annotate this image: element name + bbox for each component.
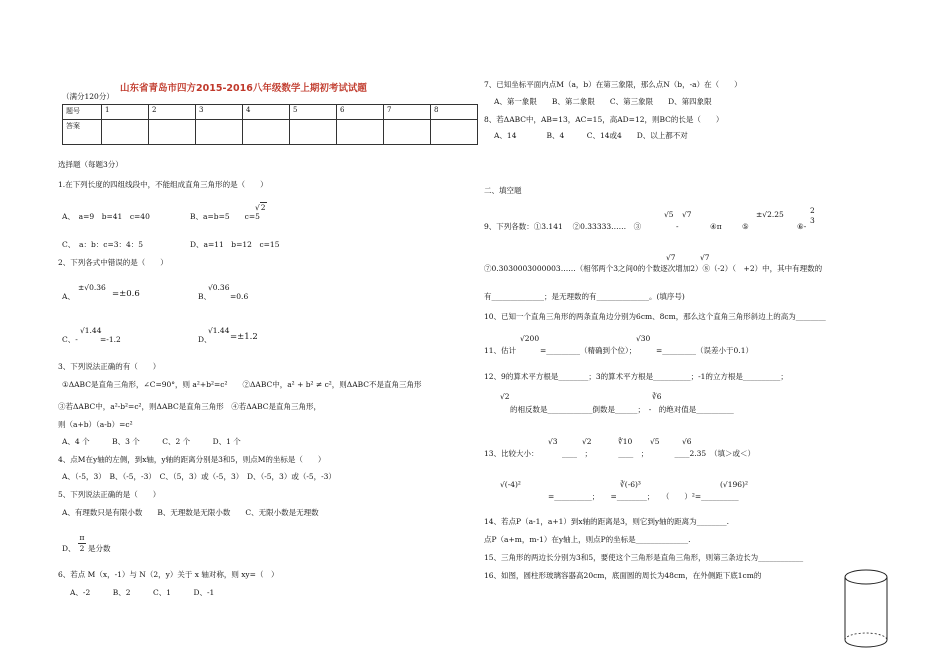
table-cell: 4 (243, 105, 290, 120)
q11-radical-2: √30 (636, 334, 651, 343)
question-11-label: 11、估计 (484, 346, 517, 355)
q9-pi: ④π (710, 222, 722, 231)
q9-radical-3: ±√2.25 (756, 210, 784, 219)
q2-option-b-value: =0.6 (230, 292, 249, 301)
table-cell: 3 (196, 105, 243, 120)
q9-item-6: ⑥- (797, 222, 807, 231)
q5-option-d-text: 是分数 (88, 544, 111, 553)
table-row (63, 120, 478, 145)
answer-cell[interactable] (431, 120, 478, 145)
q13-blanks: ____ ； ____ ； ____2.35 （填＞或＜） (562, 449, 755, 458)
q11-blank-1: =_________（精确到个位）； (540, 346, 637, 355)
q13-expr-1: √(-4)² (500, 480, 521, 489)
score-note: （满分120分） (62, 92, 114, 101)
q13-blanks-2: =__________； =________； （ ）²=__________ (548, 492, 739, 501)
q13-item: ∜10 (618, 437, 633, 446)
answer-cell[interactable] (337, 120, 384, 145)
question-14: 14、若点P（a-1，a+1）到x轴的距离是3，则它到y轴的距离为________. (484, 517, 730, 526)
answer-cell[interactable] (290, 120, 337, 145)
answer-cell[interactable] (243, 120, 290, 145)
q5-fraction-denominator: 2 (79, 544, 85, 553)
table-cell: 1 (102, 105, 149, 120)
table-header-cell: 题号 (63, 105, 102, 120)
table-cell: 7 (384, 105, 431, 120)
q3-statement-2: ③若ΔABC中，a²-b²=c²，则ΔABC是直角三角形 ④若ΔABC是直角三角形， (58, 402, 321, 411)
q5-option-d-label: D、 (62, 544, 76, 553)
q13-item: √2 (582, 437, 592, 446)
table-cell: 6 (337, 105, 384, 120)
q9-radical-4: √7 (666, 253, 676, 262)
q3-statement-3: 则（a+b）（a-b）=c² (58, 420, 133, 429)
q3-options: A、4 个 B、3 个 C、2 个 D、1 个 (62, 437, 241, 446)
table-header-cell: 答案 (63, 120, 102, 145)
q1-option-c: C、 a：b：c=3：4：5 (62, 240, 144, 249)
q13-item: √6 (682, 437, 692, 446)
question-1: 1.在下列长度的四组线段中，不能组成直角三角形的是（ ） (58, 180, 268, 189)
q12-cube-root: ∛6 (652, 392, 662, 401)
answer-cell[interactable] (149, 120, 196, 145)
table-cell: 8 (431, 105, 478, 120)
q9-item-5: ⑤ (742, 222, 749, 231)
q9-radical-5: √7 (700, 253, 710, 262)
q7-options: A、第一象限 B、第二象限 C、第三象限 D、第四象限 (494, 97, 712, 106)
q13-expr-2: ∛(-6)³ (620, 480, 641, 489)
q9-fraction-numerator: 2 (810, 206, 815, 215)
q2-option-d-radical: √1.44 (208, 326, 230, 335)
answer-cell[interactable] (196, 120, 243, 145)
q5-options: A、有理数只是有限小数 B、无理数是无限小数 C、无限小数是无理数 (62, 508, 319, 517)
question-13-label: 13、比较大小： (484, 449, 539, 458)
q1-option-d: D、a=11 b=12 c=15 (190, 240, 280, 249)
question-5: 5、下列说法正确的是（ ） (58, 490, 161, 499)
q2-option-c-radical: √1.44 (80, 326, 102, 335)
q3-statement-1: ①ΔABC是直角三角形，∠C=90°，则 a²+b²=c² ②ΔABC中，a² + b² ≠ c²，则ΔABC不是直角三角形 (62, 380, 422, 389)
page-title: 山东省青岛市四方2015-2016八年级数学上期初考试试题 (120, 83, 367, 94)
q4-options: A、（-5，3） B、（-5，-3） C、（5，3）或（-5，3） D、（-5，3）或（-5，-3） (62, 472, 336, 481)
answer-table (62, 104, 478, 145)
q9-line-2: ⑦0.3030003000003……（相邻两个3之间0的个数逐次增加2）⑧（-2）（ +2）中，其中有理数的 (484, 264, 823, 273)
q13-expr-3: (√196)² (720, 480, 748, 489)
q6-options: A、-2 B、2 C、1 D、-1 (70, 588, 215, 597)
q2-option-a-radical: ±√0.36 (78, 283, 106, 292)
q13-item: √5 (650, 437, 660, 446)
question-9: 9、下列各数：①3.141 ②0.33333…… ③ (484, 222, 642, 231)
cylinder-figure (842, 568, 890, 650)
table-row (63, 105, 478, 120)
question-4: 4、点M在y轴的左侧，到x轴，y轴的距离分别是3和5，则点M的坐标是（ ） (58, 455, 326, 464)
q2-option-a-label: A、 (62, 292, 75, 301)
q11-blank-2: =_________（误差小于0.1） (656, 346, 753, 355)
q2-option-d-label: D、 (198, 335, 212, 344)
q12-line-2: 的相反数是____________倒数是______； - 的绝对值是__________ (510, 405, 734, 414)
q2-option-c-value: =-1.2 (100, 335, 121, 344)
q11-radical-1: √200 (520, 334, 540, 343)
q9-line-3: 有______________；是无理数的有______________。(填序号) (484, 292, 685, 301)
question-8: 8、若ΔABC中，AB=13，AC=15，高AD=12，则BC的长是（ ） (484, 115, 724, 124)
table-cell: 2 (149, 105, 196, 120)
answer-cell[interactable] (384, 120, 431, 145)
question-12: 12、9的算术平方根是________；3的算术平方根是__________；-1的立方根是__________； (484, 372, 788, 381)
question-3: 3、下列说法正确的有（ ） (58, 362, 161, 371)
question-16: 16、如图，圆柱形玻璃容器高20cm，底面圆的周长为48cm，在外侧距下底1cm的 (484, 571, 762, 580)
section-heading: 二、填空题 (484, 186, 522, 195)
table-cell: 5 (290, 105, 337, 120)
q9-minus: - (676, 222, 679, 231)
question-2: 2、下列各式中错误的是（ ） (58, 258, 168, 267)
q1-option-b: B、a=b=5 c=5 (190, 212, 260, 221)
q12-radical: √2 (500, 392, 510, 401)
q5-fraction-numerator: π (79, 533, 85, 542)
q1-option-a: A、 a=9 b=41 c=40 (62, 212, 150, 221)
question-15: 15、三角形的两边长分别为3和5，要使这个三角形是直角三角形，则第三条边长为____________ (484, 553, 804, 562)
q8-options: A、14 B、4 C、14或4 D、以上都不对 (494, 131, 688, 140)
q9-fraction-denominator: 3 (810, 216, 815, 225)
answer-cell[interactable] (102, 120, 149, 145)
question-7: 7、已知坐标平面内点M（a，b）在第三象限，那么点N（b，-a）在（ ） (484, 80, 742, 89)
q1-radical: √2 (255, 203, 266, 212)
q2-option-a-value: =±0.6 (112, 289, 140, 299)
q9-radical-1: √5 (664, 210, 674, 219)
q2-option-c-label: C、- (62, 335, 78, 344)
question-14-part-2: 点P（a+m，m-1）在y轴上，则点P的坐标是______________. (484, 535, 691, 544)
q13-item: √3 (548, 437, 558, 446)
q2-option-b-radical: √0.36 (208, 283, 230, 292)
q2-option-b-label: B、 (198, 292, 212, 301)
section-heading: 选择题（每题3分） (58, 160, 123, 169)
question-10: 10、已知一个直角三角形的两条直角边分别为6cm、8cm，那么这个直角三角形斜边上的高为________ (484, 312, 826, 321)
question-6: 6、若点 M（x，-1）与 N（2，y）关于 x 轴对称，则 xy=（ ） (58, 570, 279, 579)
q9-radical-2: √7 (682, 210, 692, 219)
q2-option-d-value: =±1.2 (230, 332, 258, 342)
